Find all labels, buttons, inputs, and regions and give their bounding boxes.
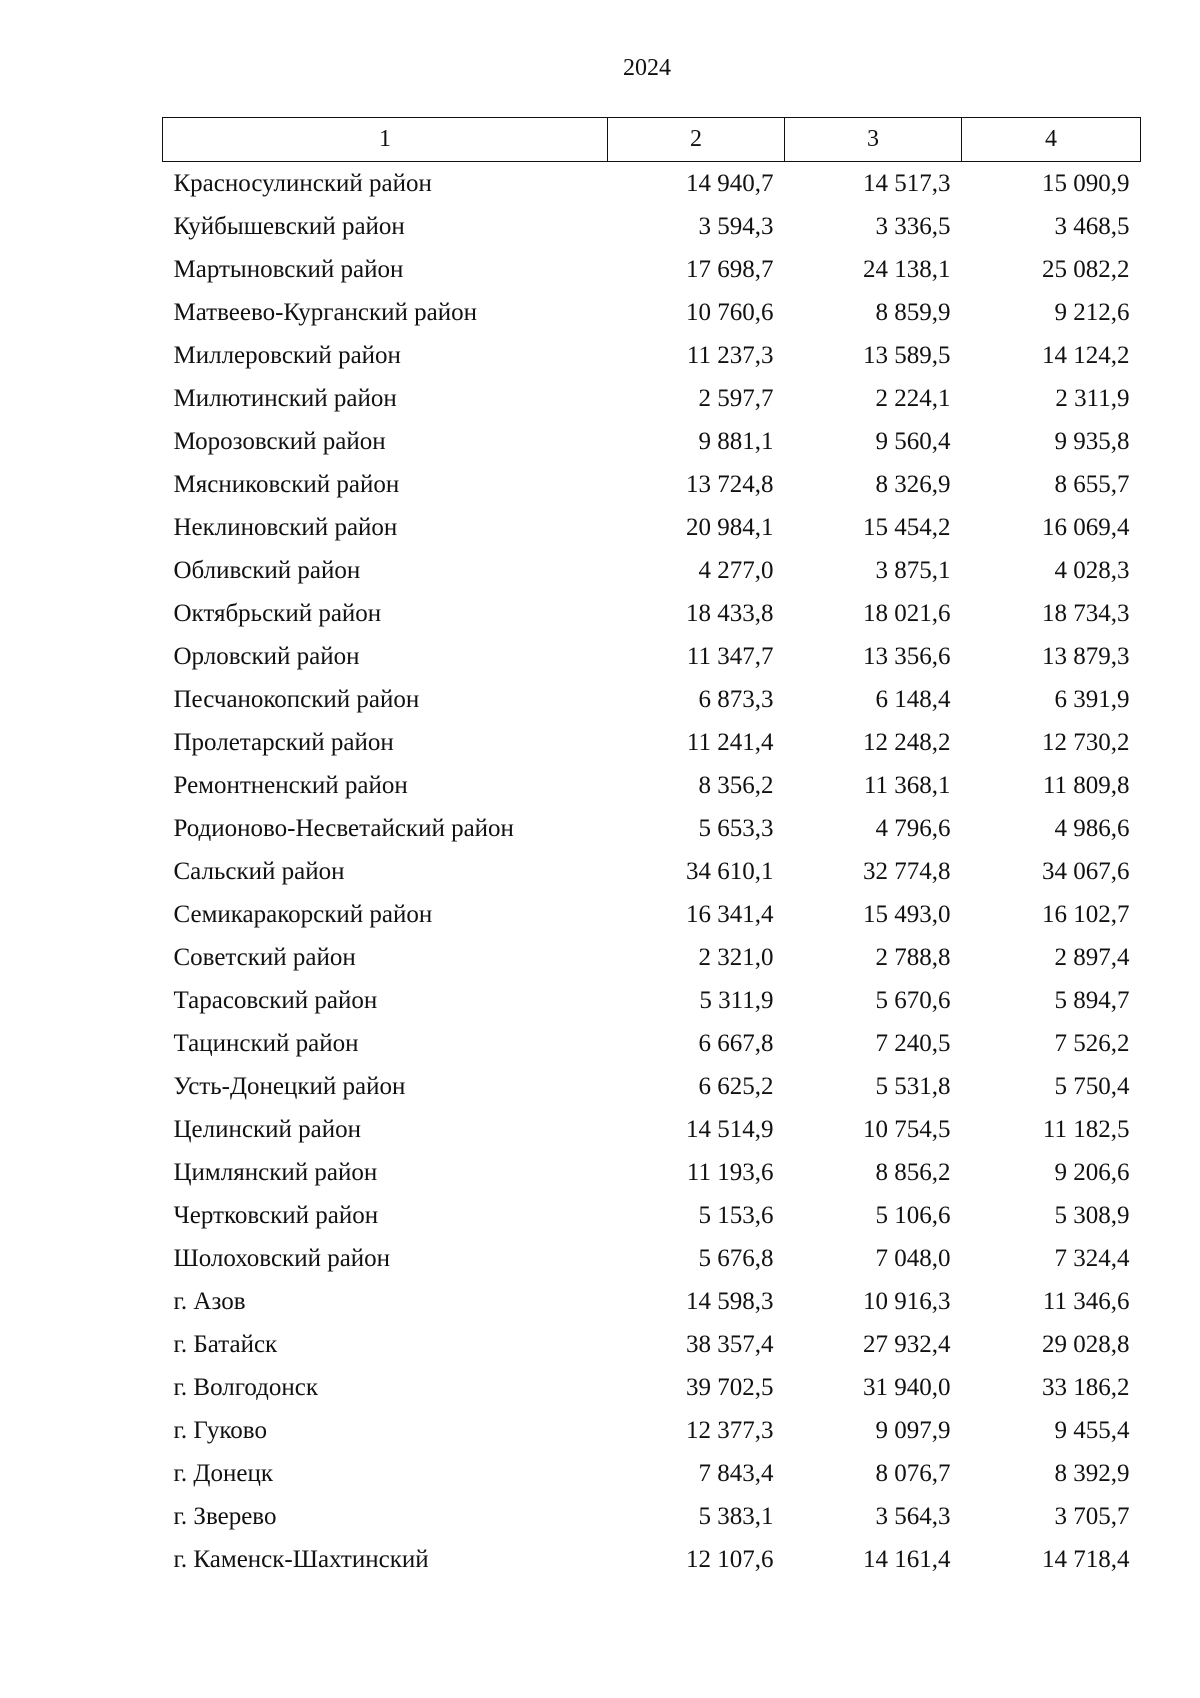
row-value-cell: 11 182,5 [1042, 1116, 1130, 1143]
row-value-cell: 3 564,3 [875, 1503, 951, 1530]
table-row [163, 1538, 1141, 1581]
row-value-cell: 5 383,1 [698, 1503, 774, 1530]
row-value-cell: 20 984,1 [686, 514, 774, 541]
table-row [163, 764, 1141, 807]
row-name-cell: Октябрьский район [173, 600, 382, 627]
row-value-cell: 2 224,1 [875, 385, 951, 412]
row-value-cell: 17 698,7 [686, 256, 774, 283]
row-value-cell: 5 308,9 [1054, 1202, 1130, 1229]
row-value-cell: 2 311,9 [1055, 385, 1130, 412]
row-value-cell: 11 237,3 [686, 342, 774, 369]
row-value-cell: 15 090,9 [1042, 170, 1130, 197]
row-name-cell: Чертковский район [173, 1202, 379, 1229]
row-name-cell: Пролетарский район [173, 729, 394, 756]
row-name-cell: Обливский район [173, 557, 361, 584]
row-name-cell: Морозовский район [173, 428, 386, 455]
row-value-cell: 16 341,4 [686, 901, 774, 928]
row-value-cell: 12 377,3 [686, 1417, 774, 1444]
row-value-cell: 13 724,8 [686, 471, 774, 498]
row-value-cell: 5 894,7 [1054, 987, 1130, 1014]
table-row [163, 979, 1141, 1022]
row-value-cell: 5 750,4 [1054, 1073, 1130, 1100]
row-value-cell: 2 897,4 [1054, 944, 1130, 971]
row-value-cell: 13 879,3 [1042, 643, 1130, 670]
row-value-cell: 11 346,6 [1042, 1288, 1130, 1315]
header-cell-4: 4 [962, 118, 1141, 162]
table-row [163, 721, 1141, 764]
row-value-cell: 29 028,8 [1042, 1331, 1130, 1358]
row-value-cell: 3 705,7 [1054, 1503, 1130, 1530]
table-row [163, 1151, 1141, 1194]
row-name-cell: г. Батайск [173, 1331, 278, 1358]
row-value-cell: 16 069,4 [1042, 514, 1130, 541]
row-name-cell: г. Волгодонск [173, 1374, 319, 1401]
row-value-cell: 7 324,4 [1054, 1245, 1130, 1272]
row-value-cell: 9 560,4 [875, 428, 951, 455]
row-name-cell: г. Зверево [173, 1503, 277, 1530]
table-row [163, 162, 1141, 206]
table-row [163, 1323, 1141, 1366]
row-value-cell: 15 493,0 [863, 901, 951, 928]
row-value-cell: 8 356,2 [698, 772, 774, 799]
row-value-cell: 14 124,2 [1042, 342, 1130, 369]
table-row [163, 205, 1141, 248]
row-value-cell: 4 277,0 [698, 557, 774, 584]
row-value-cell: 15 454,2 [863, 514, 951, 541]
row-value-cell: 34 610,1 [686, 858, 774, 885]
header-cell-3: 3 [785, 118, 962, 162]
row-value-cell: 11 347,7 [686, 643, 774, 670]
row-name-cell: Красносулинский район [173, 170, 432, 197]
row-value-cell: 9 881,1 [698, 428, 774, 455]
row-value-cell: 18 021,6 [863, 600, 951, 627]
row-name-cell: Родионово-Несветайский район [173, 815, 514, 842]
table-row [163, 1108, 1141, 1151]
row-value-cell: 8 326,9 [875, 471, 951, 498]
table-body [163, 162, 1141, 1582]
row-value-cell: 5 676,8 [698, 1245, 774, 1272]
table-row [163, 635, 1141, 678]
row-value-cell: 12 248,2 [863, 729, 951, 756]
row-value-cell: 3 594,3 [698, 213, 774, 240]
row-value-cell: 12 730,2 [1042, 729, 1130, 756]
table-row [163, 893, 1141, 936]
page-number: 2024 [623, 55, 671, 81]
row-name-cell: Целинский район [173, 1116, 361, 1143]
row-value-cell: 2 788,8 [875, 944, 951, 971]
row-name-cell: Тацинский район [173, 1030, 359, 1057]
table-row [163, 936, 1141, 979]
row-value-cell: 4 028,3 [1054, 557, 1130, 584]
row-value-cell: 7 048,0 [875, 1245, 951, 1272]
row-value-cell: 39 702,5 [686, 1374, 774, 1401]
row-value-cell: 9 935,8 [1054, 428, 1130, 455]
row-value-cell: 7 240,5 [875, 1030, 951, 1057]
row-value-cell: 14 718,4 [1042, 1546, 1130, 1573]
row-value-cell: 6 667,8 [698, 1030, 774, 1057]
row-name-cell: Семикаракорский район [173, 901, 433, 928]
table-row [163, 807, 1141, 850]
row-value-cell: 11 809,8 [1042, 772, 1130, 799]
row-name-cell: г. Каменск-Шахтинский [173, 1546, 429, 1573]
row-name-cell: г. Гуково [173, 1417, 267, 1444]
row-name-cell: Шолоховский район [173, 1245, 391, 1272]
row-value-cell: 11 241,4 [686, 729, 774, 756]
table-row [163, 1065, 1141, 1108]
row-value-cell: 31 940,0 [863, 1374, 951, 1401]
row-value-cell: 5 311,9 [699, 987, 774, 1014]
row-value-cell: 33 186,2 [1042, 1374, 1130, 1401]
row-value-cell: 14 514,9 [686, 1116, 774, 1143]
row-value-cell: 10 760,6 [686, 299, 774, 326]
row-name-cell: Песчанокопский район [173, 686, 420, 713]
row-value-cell: 11 368,1 [863, 772, 951, 799]
row-value-cell: 25 082,2 [1042, 256, 1130, 283]
row-value-cell: 9 212,6 [1054, 299, 1130, 326]
row-name-cell: Усть-Донецкий район [173, 1073, 406, 1100]
row-value-cell: 8 859,9 [875, 299, 951, 326]
row-value-cell: 4 796,6 [875, 815, 951, 842]
row-value-cell: 7 843,4 [698, 1460, 774, 1487]
row-value-cell: 7 526,2 [1054, 1030, 1130, 1057]
row-value-cell: 5 653,3 [698, 815, 774, 842]
table-row [163, 1452, 1141, 1495]
row-value-cell: 3 875,1 [875, 557, 951, 584]
table-row [163, 549, 1141, 592]
row-name-cell: Матвеево-Курганский район [173, 299, 478, 326]
row-value-cell: 3 468,5 [1054, 213, 1130, 240]
row-value-cell: 13 589,5 [863, 342, 951, 369]
row-value-cell: 2 321,0 [698, 944, 774, 971]
row-value-cell: 3 336,5 [875, 213, 951, 240]
row-value-cell: 8 392,9 [1054, 1460, 1130, 1487]
data-table [162, 117, 1141, 1581]
row-value-cell: 34 067,6 [1042, 858, 1130, 885]
row-name-cell: Цимлянский район [173, 1159, 378, 1186]
row-value-cell: 16 102,7 [1042, 901, 1130, 928]
table-row [163, 1409, 1141, 1452]
row-value-cell: 13 356,6 [863, 643, 951, 670]
row-value-cell: 2 597,7 [698, 385, 774, 412]
row-name-cell: Мясниковский район [173, 471, 400, 498]
row-value-cell: 5 531,8 [875, 1073, 951, 1100]
row-value-cell: 18 433,8 [686, 600, 774, 627]
row-name-cell: Советский район [173, 944, 356, 971]
header-cell-1: 1 [163, 118, 608, 162]
table-row [163, 291, 1141, 334]
row-name-cell: Сальский район [173, 858, 345, 885]
row-name-cell: Ремонтненский район [173, 772, 408, 799]
row-value-cell: 18 734,3 [1042, 600, 1130, 627]
row-value-cell: 10 754,5 [863, 1116, 951, 1143]
table-row [163, 377, 1141, 420]
row-value-cell: 9 206,6 [1054, 1159, 1130, 1186]
row-value-cell: 32 774,8 [863, 858, 951, 885]
row-value-cell: 6 625,2 [698, 1073, 774, 1100]
row-value-cell: 5 106,6 [875, 1202, 951, 1229]
table-row [163, 1022, 1141, 1065]
table-row [163, 678, 1141, 721]
row-name-cell: Миллеровский район [173, 342, 401, 369]
row-value-cell: 8 856,2 [875, 1159, 951, 1186]
row-value-cell: 9 097,9 [875, 1417, 951, 1444]
row-value-cell: 8 655,7 [1054, 471, 1130, 498]
row-value-cell: 14 161,4 [863, 1546, 951, 1573]
table-row [163, 1366, 1141, 1409]
row-value-cell: 6 391,9 [1054, 686, 1130, 713]
row-value-cell: 27 932,4 [863, 1331, 951, 1358]
row-name-cell: Милютинский район [173, 385, 397, 412]
table-row [163, 592, 1141, 635]
row-value-cell: 5 670,6 [875, 987, 951, 1014]
table-row [163, 334, 1141, 377]
table-row [163, 1495, 1141, 1538]
row-value-cell: 4 986,6 [1054, 815, 1130, 842]
row-name-cell: Тарасовский район [173, 987, 378, 1014]
table-row [163, 463, 1141, 506]
table-row [163, 1194, 1141, 1237]
table-row [163, 506, 1141, 549]
row-value-cell: 14 598,3 [686, 1288, 774, 1315]
row-name-cell: г. Азов [173, 1288, 246, 1315]
row-value-cell: 24 138,1 [863, 256, 951, 283]
row-value-cell: 9 455,4 [1054, 1417, 1130, 1444]
table-row [163, 248, 1141, 291]
row-value-cell: 8 076,7 [875, 1460, 951, 1487]
table-header [163, 118, 1141, 162]
row-name-cell: Мартыновский район [173, 256, 404, 283]
row-value-cell: 5 153,6 [698, 1202, 774, 1229]
row-value-cell: 38 357,4 [686, 1331, 774, 1358]
row-value-cell: 14 517,3 [863, 170, 951, 197]
header-cell-2: 2 [608, 118, 785, 162]
row-name-cell: Неклиновский район [173, 514, 398, 541]
row-value-cell: 6 148,4 [875, 686, 951, 713]
row-value-cell: 12 107,6 [686, 1546, 774, 1573]
row-name-cell: Орловский район [173, 643, 360, 670]
row-value-cell: 10 916,3 [863, 1288, 951, 1315]
table-row [163, 850, 1141, 893]
row-name-cell: г. Донецк [173, 1460, 273, 1487]
table-row [163, 1237, 1141, 1280]
header-row [163, 118, 1141, 162]
row-value-cell: 11 193,6 [686, 1159, 774, 1186]
table-row [163, 420, 1141, 463]
row-name-cell: Куйбышевский район [173, 213, 405, 240]
row-value-cell: 6 873,3 [698, 686, 774, 713]
table-row [163, 1280, 1141, 1323]
row-value-cell: 14 940,7 [686, 170, 774, 197]
